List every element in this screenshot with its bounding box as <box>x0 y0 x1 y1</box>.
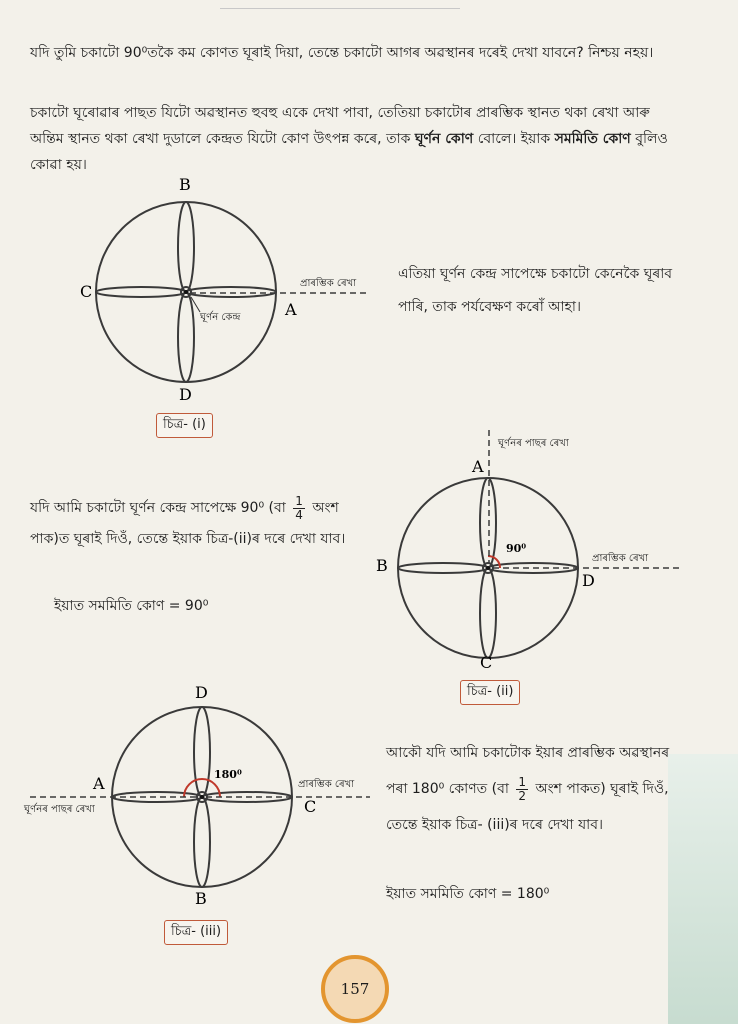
term-rotation-angle: ঘূৰ্ণন কোণ <box>414 131 474 147</box>
fig2-label-right: D <box>582 571 595 590</box>
fig1-center-label: ঘূৰ্ণন কেন্দ্ৰ <box>200 312 241 323</box>
paragraph-definition: চকাটো ঘূৰোৱাৰ পাছত যিটো অৱস্থানত হুবহু একে দেখা পাবা, তেতিয়া চকাটোৰ প্ৰাৰম্ভিক স্থানত থকা ৰেখা আৰু অন্তিম স্থানত থকা ৰেখা দুডালে কেন্দ্ৰত যিটো কোণ উৎপন্ন কৰে, তাক ঘূৰ্ণন কোণ বোলে। ইয়াক সমমিতি কোণ বুলিও কোৱা হয়। <box>30 105 668 173</box>
fig1-label-right: A <box>285 300 297 319</box>
fig3-initial-line-label: প্ৰাৰম্ভিক ৰেখা <box>298 779 355 790</box>
fig2-angle: 90⁰ <box>506 542 527 555</box>
page-number: 157 <box>321 955 389 1023</box>
term-symmetry-angle: সমমিতি কোণ <box>554 131 631 147</box>
figure-3-wheel <box>10 680 380 920</box>
fig1-label-bottom: D <box>179 385 192 400</box>
fig2-label-top: A <box>472 457 484 476</box>
text-observe: এতিয়া ঘূৰ্ণন কেন্দ্ৰ সাপেক্ষে চকাটো কেনেকৈ ঘূৰাব পাৰি, তাক পৰ্যবেক্ষণ কৰোঁ আহা। <box>398 266 673 315</box>
fig3-label-bottom: B <box>195 889 207 908</box>
fig2-label-bottom: C <box>480 653 493 672</box>
text-rotate-90: যদি আমি চকাটো ঘূৰ্ণন কেন্দ্ৰ সাপেক্ষে 90⁰ (বা $\frac{1}{4}$ অংশ পাক)ত ঘূৰাই দিওঁ, তেন্তে ইয়াক চিত্ৰ-(ii)ৰ দৰে দেখা যাব। <box>30 493 346 547</box>
figure-3-caption: চিত্ৰ- (iii) <box>164 920 228 945</box>
fig2-after-line-label: ঘূৰ্ণনৰ পাছৰ ৰেখা <box>498 438 569 449</box>
fig3-label-right: C <box>304 797 317 816</box>
top-rule <box>220 8 460 9</box>
figure-1-wheel <box>60 170 380 400</box>
figure-2-caption: চিত্ৰ- (ii) <box>460 680 520 705</box>
fig1-initial-line-label: প্ৰাৰম্ভিক ৰেখা <box>300 278 357 289</box>
fig1-label-top: B <box>179 175 191 194</box>
fraction-one-quarter: $\frac{1}{4}$ <box>295 493 303 522</box>
text-rotate-180: আকৌ যদি আমি চকাটোক ইয়াৰ প্ৰাৰম্ভিক অৱস্থানৰ পৰা 180⁰ কোণত (বা $\frac{1}{2}$ অংশ পাকত) ঘূৰাই দিওঁ, তেন্তে ইয়াক চিত্ৰ- (iii)ৰ দৰে দেখা যাব। <box>386 745 670 833</box>
fig2-initial-line-label: প্ৰাৰম্ভিক ৰেখা <box>592 553 649 564</box>
symmetry-angle-180: ইয়াত সমমিতি কোণ = 180⁰ <box>386 886 550 902</box>
fig3-label-left: A <box>93 774 105 793</box>
figure-1-caption: চিত্ৰ- (i) <box>156 413 213 438</box>
fig3-after-line-label: ঘূৰ্ণনৰ পাছৰ ৰেখা <box>24 804 95 815</box>
fraction-one-half: $\frac{1}{2}$ <box>518 774 527 803</box>
fig3-label-top: D <box>195 683 208 702</box>
fig3-angle: 180⁰ <box>214 768 242 781</box>
symmetry-angle-90: ইয়াত সমমিতি কোণ = 90⁰ <box>54 598 209 614</box>
fig2-label-left: B <box>376 556 388 575</box>
paragraph-intro: যদি তুমি চকাটো 90⁰তকৈ কম কোণত ঘূৰাই দিয়া, তেন্তে চকাটো আগৰ অৱস্থানৰ দৰেই দেখা যাবনে? নিশ্চয় নহয়। <box>30 45 654 61</box>
fig1-label-left: C <box>80 282 93 301</box>
figure-2-wheel <box>370 428 720 678</box>
